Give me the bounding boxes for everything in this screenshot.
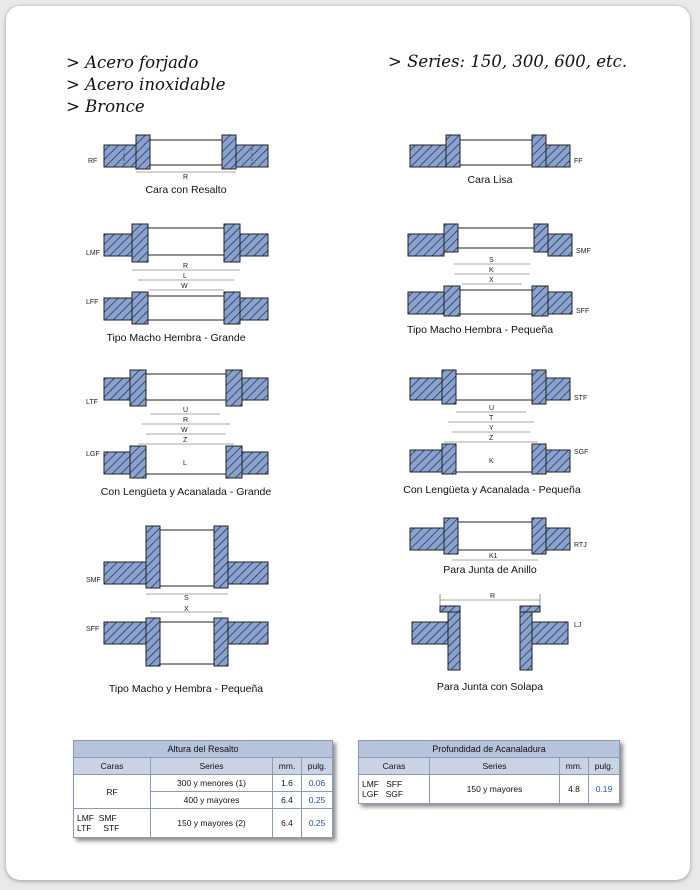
label-lff: LFF	[86, 299, 99, 306]
caption-leng-pequena: Con Lengüeta y Acanalada - Pequeña	[403, 484, 581, 496]
flange-stf	[410, 370, 570, 404]
label-ff: FF	[574, 158, 583, 165]
label-smf: SMF	[576, 248, 591, 255]
dim-l: L	[183, 273, 187, 280]
caption-tipo-pequena: Tipo Macho Hembra - Pequeña	[406, 324, 554, 336]
flange-threaded-smf	[104, 526, 268, 594]
dim-r-3: R	[183, 417, 189, 424]
flange-lmf	[104, 224, 268, 262]
caption-rf: Cara con Resalto	[145, 184, 227, 196]
dim-w-2: W	[181, 427, 188, 434]
caption-lj: Para Junta con Solapa	[436, 681, 544, 693]
table1-cell-caras: LMF SMF LTF STF	[74, 809, 151, 838]
table1-header-mm: mm.	[273, 758, 302, 775]
dim-x-2: X	[184, 606, 189, 613]
dim-k-2: K	[489, 458, 494, 465]
label-rtj: RTJ	[574, 542, 587, 549]
dim-s: S	[489, 257, 494, 264]
table2-cell-series: 150 y mayores	[430, 775, 560, 804]
table2-cell-pulg: 0.19	[589, 775, 620, 804]
table2-cell-caras: LMF SFF LGF SGF	[359, 775, 430, 804]
dim-z-2: Z	[489, 435, 494, 442]
caption-rtj: Para Junta de Anillo	[443, 564, 537, 576]
flange-ltf	[104, 370, 268, 406]
table1-cell-mm: 6.4	[273, 792, 302, 809]
flange-ff	[410, 135, 570, 167]
table1-cell-series: 300 y menores (1)	[151, 775, 273, 792]
series-text: > Series: 150, 300, 600, etc.	[388, 52, 628, 71]
dim-u-2: U	[489, 405, 495, 412]
dim-y: Y	[489, 425, 494, 432]
table2-header-mm: mm.	[560, 758, 589, 775]
label-lgf: LGF	[86, 451, 100, 458]
table2-header-caras: Caras	[359, 758, 430, 775]
table1-cell-mm: 6.4	[273, 809, 302, 838]
label-sff-2: SFF	[86, 626, 100, 633]
flange-threaded-sff	[104, 612, 268, 666]
table2-header-pulg: pulg.	[589, 758, 620, 775]
label-rf: RF	[88, 158, 98, 165]
table-altura-resalto	[73, 740, 333, 838]
table1-header-caras: Caras	[74, 758, 151, 775]
flange-lff	[104, 292, 268, 324]
dim-s-2: S	[184, 595, 189, 602]
table1-title: Altura del Resalto	[74, 741, 333, 758]
dim-w: W	[181, 283, 188, 290]
label-lj: LJ	[574, 622, 582, 629]
bullet-bronce: > Bronce	[66, 97, 145, 116]
flange-sff	[408, 286, 572, 316]
table1-header-pulg: pulg.	[302, 758, 333, 775]
caption-ff: Cara Lisa	[467, 174, 513, 186]
dim-r-2: R	[183, 263, 189, 270]
dim-r: R	[183, 174, 189, 181]
table2-title: Profundidad de Acanaladura	[359, 741, 620, 758]
table1-cell-series: 150 y mayores (2)	[151, 809, 273, 838]
dim-x: X	[489, 277, 494, 284]
label-smf-2: SMF	[86, 577, 101, 584]
table1-cell-pulg: 0.25	[302, 809, 333, 838]
dim-u: U	[183, 407, 189, 414]
table2-cell-mm: 4.8	[560, 775, 589, 804]
table-profundidad-acanaladura	[358, 740, 620, 804]
table1-cell-series: 400 y mayores	[151, 792, 273, 809]
dim-k1: K1	[489, 553, 498, 560]
caption-leng-grande: Con Lengüeta y Acanalada - Grande	[100, 486, 272, 498]
flange-rf	[104, 135, 268, 172]
table2-header-series: Series	[430, 758, 560, 775]
label-ltf: LTF	[86, 399, 98, 406]
label-sff: SFF	[576, 308, 590, 315]
table1-cell-pulg: 0.06	[302, 775, 333, 792]
caption-tipo-grande: Tipo Macho Hembra - Grande	[106, 332, 246, 344]
dim-t: T	[489, 415, 494, 422]
bullet-acero-forjado: > Acero forjado	[66, 53, 199, 72]
bullet-acero-inoxidable: > Acero inoxidable	[66, 75, 226, 94]
label-stf: STF	[574, 395, 588, 402]
dim-r-4: R	[490, 593, 496, 600]
table1-cell-pulg: 0.25	[302, 792, 333, 809]
table1-header-series: Series	[151, 758, 273, 775]
table1-cell-caras: RF	[74, 775, 151, 809]
label-sgf: SGF	[574, 449, 589, 456]
caption-macho-pequena: Tipo Macho y Hembra - Pequeña	[108, 683, 264, 695]
dim-l-2: L	[183, 460, 187, 467]
dim-z: Z	[183, 437, 188, 444]
flange-smf	[408, 224, 572, 256]
flange-lj	[412, 594, 568, 670]
dim-k: K	[489, 267, 494, 274]
table1-cell-mm: 1.6	[273, 775, 302, 792]
label-lmf: LMF	[86, 250, 100, 257]
